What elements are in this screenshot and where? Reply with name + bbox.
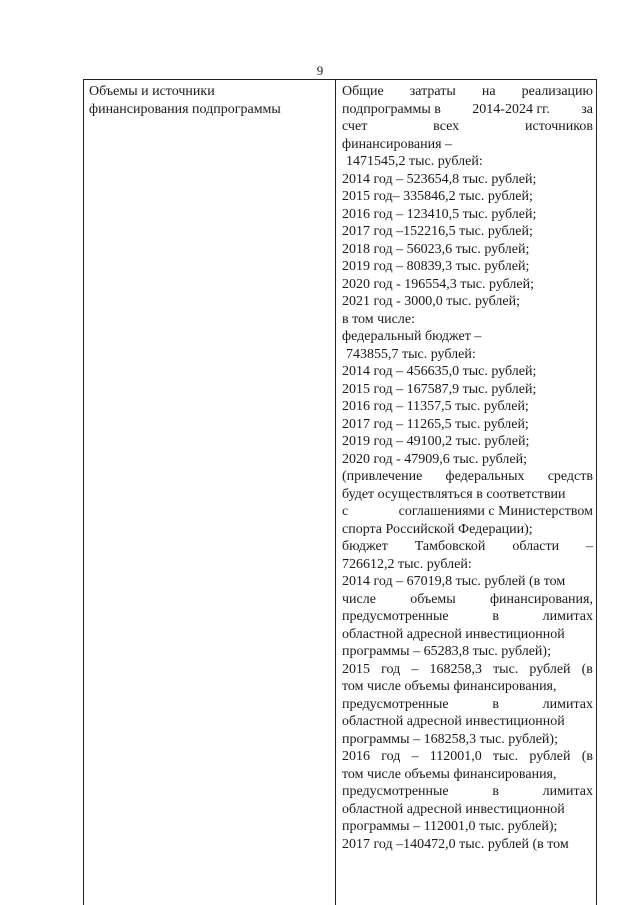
total-year-line: 2018 год – 56023,6 тыс. рублей; [342, 241, 530, 257]
intro-line-3 [342, 118, 593, 136]
word: в [492, 784, 499, 799]
word: финансирования, [489, 591, 593, 607]
word: соглашениями с Министерством [398, 504, 593, 519]
row-label-cell [89, 83, 329, 118]
regional-2014-line-3 [342, 608, 593, 626]
word: в [492, 696, 499, 712]
word: лимитах [542, 696, 593, 712]
total-year-line: 2017 год –152216,5 тыс. рублей; [342, 224, 533, 239]
regional-2015-line-1 [342, 661, 593, 679]
word: тыс. [493, 661, 519, 677]
word: 112001,0 [429, 749, 482, 764]
total-year-line: 2020 год - 196554,3 тыс. рублей; [342, 276, 535, 292]
regional-2015-line-5: программы – 168258,3 тыс. рублей); [342, 731, 558, 747]
row-label-line-1: Объемы и источники [89, 84, 215, 99]
word: – [411, 749, 419, 764]
regional-2017-line-1: 2017 год –140472,0 тыс. рублей (в том [342, 836, 569, 852]
word: 168258,3 [429, 661, 482, 677]
federal-note-line-3 [342, 503, 593, 521]
word: лимитах [542, 784, 593, 799]
word: 2015 [342, 661, 370, 677]
row-value-cell [342, 83, 593, 853]
regional-2014-line-5: программы – 65283,8 тыс. рублей); [342, 644, 551, 659]
federal-budget-total: 743855,7 тыс. рублей: [346, 346, 476, 362]
row-label-line-2: финансирования подпрограммы [89, 101, 281, 117]
intro-total: 1471545,2 тыс. рублей: [346, 154, 483, 169]
regional-budget-total: 726612,2 тыс. рублей: [342, 556, 472, 572]
regional-budget-label [342, 538, 593, 556]
total-year-line: 2015 год– 335846,2 тыс. рублей; [342, 189, 533, 204]
word: тыс. [492, 749, 519, 764]
federal-year-line: 2014 год – 456635,0 тыс. рублей; [342, 364, 537, 379]
word: (в [581, 749, 593, 764]
regional-2015-line-2: том числе объемы финансирования, [342, 679, 557, 694]
word: счет [342, 119, 368, 134]
word: федеральных [445, 469, 525, 484]
word: всех [433, 119, 460, 134]
federal-note-line-1 [342, 468, 593, 486]
word: – [586, 539, 593, 554]
total-year-line: 2014 год – 523654,8 тыс. рублей; [342, 171, 537, 187]
word: на [481, 84, 496, 99]
federal-year-line: 2020 год - 47909,6 тыс. рублей; [342, 451, 528, 467]
intro-line-2 [342, 101, 593, 119]
page-number: 9 [316, 63, 324, 78]
word: реализацию [521, 84, 593, 99]
federal-budget-label: федеральный бюджет – [342, 329, 482, 344]
including-label: в том числе: [342, 311, 415, 327]
federal-note-line-2: будет осуществляться в соответствии [342, 486, 566, 502]
federal-year-line: 2019 год – 49100,2 тыс. рублей; [342, 434, 530, 449]
word: год [381, 749, 401, 764]
word: год [381, 661, 401, 677]
intro-line-1 [342, 83, 593, 101]
federal-year-line: 2015 год – 167587,9 тыс. рублей; [342, 381, 537, 397]
total-year-line: 2016 год – 123410,5 тыс. рублей; [342, 206, 537, 222]
regional-2015-line-4: областной адресной инвестиционной [342, 714, 565, 729]
column-divider [335, 80, 336, 905]
word: (привлечение [342, 469, 423, 484]
regional-2014-line-4: областной адресной инвестиционной [342, 626, 565, 642]
word: с [342, 504, 349, 519]
word: предусмотренные [342, 784, 449, 799]
regional-2014-line-1: 2014 год – 67019,8 тыс. рублей (в том [342, 574, 566, 589]
total-year-line: 2019 год – 80839,3 тыс. рублей; [342, 259, 530, 274]
word: рублей [529, 661, 571, 677]
word: Тамбовской [414, 539, 486, 554]
total-year-line: 2021 год - 3000,0 тыс. рублей; [342, 294, 521, 309]
word: предусмотренные [342, 609, 449, 624]
regional-2016-line-1 [342, 748, 593, 766]
federal-year-line: 2017 год – 11265,5 тыс. рублей; [342, 416, 529, 432]
regional-2016-line-3 [342, 783, 593, 801]
word: в [492, 609, 499, 624]
word: затраты [409, 84, 456, 99]
word: объемы [410, 591, 456, 607]
word: лимитах [542, 609, 593, 624]
regional-2016-line-5: программы – 112001,0 тыс. рублей); [342, 819, 558, 834]
word: числе [342, 591, 376, 607]
word: рублей [529, 749, 571, 764]
regional-2016-line-2: том числе объемы финансирования, [342, 766, 557, 782]
word: (в [581, 661, 593, 677]
word: области [512, 539, 560, 554]
word: подпрограммы в [342, 101, 441, 117]
word: за [581, 101, 593, 117]
word: предусмотренные [342, 696, 449, 712]
federal-note-line-4: спорта Российской Федерации); [342, 521, 533, 537]
word: 2014-2024 гг. [472, 101, 550, 117]
word: – [411, 661, 419, 677]
word: средств [547, 469, 593, 484]
word: 2016 [342, 749, 370, 764]
regional-2015-line-3 [342, 696, 593, 714]
regional-2016-line-4: областной адресной инвестиционной [342, 801, 565, 817]
word: Общие [342, 84, 384, 99]
word: источников [524, 119, 593, 134]
intro-line-4: финансирования – [342, 136, 453, 152]
financing-table [83, 79, 597, 905]
word: бюджет [342, 539, 388, 554]
regional-2014-line-2 [342, 591, 593, 609]
federal-year-line: 2016 год – 11357,5 тыс. рублей; [342, 399, 529, 414]
